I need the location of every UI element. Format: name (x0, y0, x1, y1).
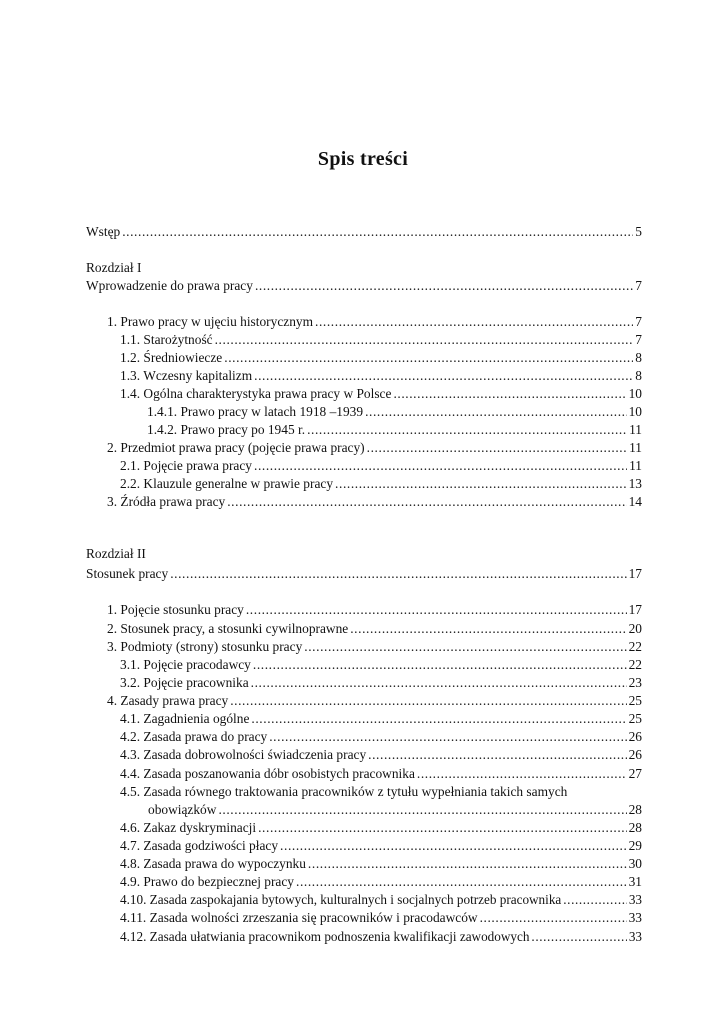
toc-entry[interactable] (120, 819, 642, 837)
toc-entry-page: 29 (628, 838, 642, 853)
chapter-heading: Rozdział I (86, 260, 142, 275)
toc-entry[interactable] (86, 565, 642, 583)
toc-entry-page: 17 (628, 566, 642, 581)
toc-entry[interactable] (107, 601, 642, 619)
page-title: Spis treści (317, 148, 409, 170)
toc-entry[interactable] (120, 837, 642, 855)
toc-entry-label: Stosunek pracy (86, 566, 169, 581)
toc-entry-page: 26 (628, 747, 642, 762)
toc-leader-dots (307, 421, 627, 439)
toc-entry[interactable] (120, 349, 642, 367)
toc-entry-label: 4.7. Zasada godziwości płacy (120, 838, 279, 853)
toc-leader-dots (417, 765, 627, 783)
toc-entry-page: 10 (628, 386, 642, 401)
toc-entry-label: Wprowadzenie do prawa pracy (86, 278, 253, 293)
toc-entry[interactable] (120, 674, 642, 692)
toc-entry[interactable] (107, 313, 642, 331)
toc-leader-dots (251, 674, 627, 692)
toc-leader-dots (368, 746, 626, 764)
toc-entry-label: 4.3. Zasada dobrowolności świadczenia pracy (120, 747, 367, 762)
toc-entry[interactable] (120, 909, 642, 927)
toc-entry-label: 3. Źródła prawa pracy (107, 494, 226, 509)
toc-entry[interactable] (107, 692, 642, 710)
toc-entry-label: 1.4. Ogólna charakterystyka prawa pracy w Polsce (120, 386, 392, 401)
toc-entry-label: obowiązków (148, 802, 217, 817)
toc-leader-dots (304, 638, 626, 656)
toc-leader-dots (254, 367, 633, 385)
toc-entry-page: 7 (635, 332, 642, 347)
toc-entry-page: 22 (628, 639, 642, 654)
toc-entry-page: 17 (628, 602, 642, 617)
toc-entry-label: 2. Stosunek pracy, a stosunki cywilnoprawne (107, 621, 349, 636)
toc-entry-page: 28 (628, 802, 642, 817)
toc-entry-page: 31 (628, 874, 642, 889)
toc-entry[interactable] (107, 638, 642, 656)
toc-entry-page: 33 (628, 929, 642, 944)
toc-entry-page: 28 (628, 820, 642, 835)
toc-entry[interactable] (107, 620, 642, 638)
toc-leader-dots (227, 493, 626, 511)
toc-entry-label: 3. Podmioty (strony) stosunku pracy (107, 639, 303, 654)
toc-entry-page: 25 (628, 693, 642, 708)
toc-entry-label: Wstęp (86, 224, 121, 239)
toc-entry[interactable] (120, 873, 642, 891)
toc-entry[interactable] (120, 746, 642, 764)
toc-entry-page: 8 (635, 368, 642, 383)
toc-entry-label: 4.5. Zasada równego traktowania pracowników z tytułu wypełniania takich samych (120, 784, 568, 799)
toc-leader-dots (230, 692, 626, 710)
toc-entry-label: 4.11. Zasada wolności zrzeszania się pracowników i pracodawców (120, 910, 478, 925)
toc-leader-dots (170, 565, 626, 583)
toc-leader-dots (122, 223, 633, 241)
toc-entry-label: 1.3. Wczesny kapitalizm (120, 368, 253, 383)
toc-entry-label: 3.1. Pojęcie pracodawcy (120, 657, 251, 672)
toc-entry[interactable] (148, 801, 642, 819)
toc-entry-label: 4.8. Zasada prawa do wypoczynku (120, 856, 306, 871)
toc-entry[interactable] (120, 367, 642, 385)
toc-entry-page: 7 (635, 278, 642, 293)
toc-entry-page: 7 (635, 314, 642, 329)
toc-leader-dots (258, 819, 627, 837)
toc-leader-dots (280, 837, 627, 855)
toc-entry-page: 13 (628, 476, 642, 491)
toc-entry-label: 1.4.2. Prawo pracy po 1945 r. (147, 422, 306, 437)
toc-entry[interactable] (120, 891, 642, 909)
toc-entry-page: 5 (635, 224, 642, 239)
toc-entry-label: 2. Przedmiot prawa pracy (pojęcie prawa pracy) (107, 440, 365, 455)
toc-entry-page: 26 (628, 729, 642, 744)
toc-entry-page: 33 (628, 892, 642, 907)
toc-leader-dots (480, 909, 627, 927)
toc-entry-page: 27 (628, 766, 642, 781)
toc-leader-dots (246, 601, 627, 619)
toc-entry[interactable] (120, 765, 642, 783)
toc-entry-label: 2.1. Pojęcie prawa pracy (120, 458, 252, 473)
toc-entry-page: 14 (628, 494, 642, 509)
toc-entry[interactable] (120, 385, 642, 403)
toc-entry-label: 2.2. Klauzule generalne w prawie pracy (120, 476, 334, 491)
toc-leader-dots (563, 891, 627, 909)
toc-entry-label: 1.4.1. Prawo pracy w latach 1918 –1939 (147, 404, 364, 419)
toc-entry-page: 20 (628, 621, 642, 636)
chapter-heading: Rozdział II (86, 546, 146, 561)
toc-entry-label: 4.6. Zakaz dyskryminacji (120, 820, 257, 835)
toc-entry-label: 4. Zasady prawa pracy (107, 693, 229, 708)
toc-entry[interactable] (107, 439, 642, 457)
toc-leader-dots (315, 313, 633, 331)
toc-entry-label: 4.9. Prawo do bezpiecznej pracy (120, 874, 295, 889)
toc-entry-label: 4.1. Zagadnienia ogólne (120, 711, 250, 726)
toc-entry-label: 4.10. Zasada zaspokajania bytowych, kulturalnych i socjalnych potrzeb pracownika (120, 892, 562, 907)
toc-entry[interactable] (120, 457, 642, 475)
toc-entry[interactable] (120, 855, 642, 873)
toc-leader-dots (367, 439, 627, 457)
toc-entry[interactable] (107, 493, 642, 511)
toc-entry-page: 22 (628, 657, 642, 672)
toc-entry-page: 33 (628, 910, 642, 925)
toc-entry[interactable] (120, 475, 642, 493)
toc-leader-dots (296, 873, 627, 891)
toc-leader-dots (269, 728, 626, 746)
toc-leader-dots (253, 656, 627, 674)
toc-entry-label: 1. Prawo pracy w ujęciu historycznym (107, 314, 314, 329)
toc-entry-label: 1. Pojęcie stosunku pracy (107, 602, 244, 617)
toc-entry-label: 1.1. Starożytność (120, 332, 213, 347)
toc-leader-dots (255, 277, 633, 295)
toc-leader-dots (224, 349, 633, 367)
toc-entry-page: 8 (635, 350, 642, 365)
toc-leader-dots (308, 855, 627, 873)
toc-entry[interactable] (120, 928, 642, 946)
toc-entry[interactable] (120, 331, 642, 349)
toc-entry-page: 10 (628, 404, 642, 419)
toc-entry-label: 4.2. Zasada prawa do pracy (120, 729, 268, 744)
toc-leader-dots (335, 475, 627, 493)
toc-entry[interactable] (86, 223, 642, 241)
toc-leader-dots (215, 331, 634, 349)
toc-leader-dots (365, 403, 627, 421)
toc-entry-page: 25 (628, 711, 642, 726)
toc-leader-dots (218, 801, 626, 819)
toc-entry-label: 4.12. Zasada ułatwiania pracownikom podnoszenia kwalifikacji zawodowych (120, 929, 530, 944)
toc-entry-page: 11 (629, 422, 642, 437)
toc-entry-label: 4.4. Zasada poszanowania dóbr osobistych pracownika (120, 766, 415, 781)
toc-leader-dots (251, 710, 626, 728)
toc-leader-dots (393, 385, 626, 403)
toc-entry-page: 11 (629, 440, 642, 455)
toc-entry[interactable] (120, 656, 642, 674)
toc-entry[interactable] (120, 710, 642, 728)
toc-entry-page: 11 (629, 458, 642, 473)
toc-entry[interactable] (147, 421, 642, 439)
toc-entry[interactable] (147, 403, 642, 421)
toc-entry-page: 23 (628, 675, 642, 690)
toc-leader-dots (350, 620, 626, 638)
toc-entry[interactable] (86, 277, 642, 295)
toc-entry-label: 1.2. Średniowiecze (120, 350, 223, 365)
toc-entry-label: 3.2. Pojęcie pracownika (120, 675, 249, 690)
toc-entry-page: 30 (628, 856, 642, 871)
toc-entry[interactable] (120, 728, 642, 746)
toc-leader-dots (254, 457, 627, 475)
toc-leader-dots (531, 928, 626, 946)
